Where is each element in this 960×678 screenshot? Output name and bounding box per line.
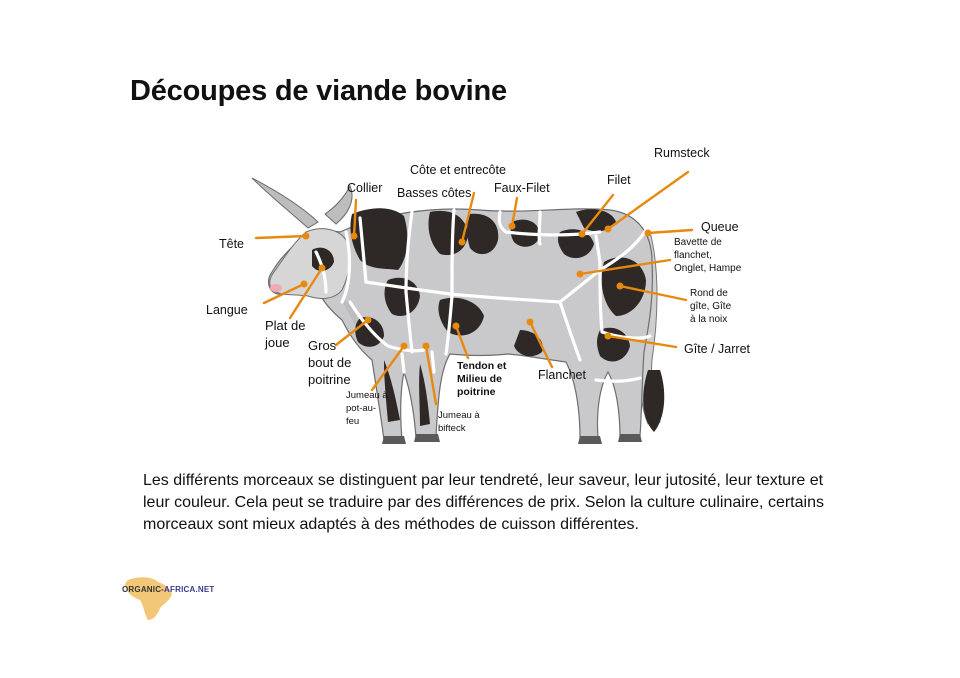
label-langue: Langue — [206, 303, 248, 317]
label-collier: Collier — [347, 181, 383, 195]
label-tendon-line2: Milieu de — [457, 373, 502, 385]
label-gite-jarret: Gîte / Jarret — [684, 342, 750, 356]
cow-illustration — [252, 178, 664, 444]
label-tendon-line3: poitrine — [457, 386, 496, 398]
label-bavette-line2: flanchet, — [674, 250, 712, 261]
label-faux-filet: Faux-Filet — [494, 181, 550, 195]
label-jumeau-pot-line2: pot-au- — [346, 403, 377, 414]
label-rumsteck: Rumsteck — [654, 146, 710, 160]
logo-wordmark — [122, 585, 215, 594]
label-bavette-line1: Bavette de — [674, 237, 722, 248]
label-rond-gite — [690, 287, 731, 326]
label-rond-gite-line3: à la noix — [690, 314, 728, 325]
label-tendon — [457, 360, 506, 399]
label-rond-gite-line1: Rond de — [690, 288, 728, 299]
label-plat-joue-line1: Plat de — [265, 318, 306, 333]
africa-logo-icon — [118, 574, 218, 622]
label-cote-entrecote: Côte et entrecôte — [410, 163, 506, 177]
label-filet: Filet — [607, 173, 631, 187]
label-jumeau-bifteck — [438, 409, 480, 435]
label-jumeau-pot-line1: Jumeau à — [346, 390, 388, 401]
description-text: Les différents morceaux se distinguent par leur tendreté, leur saveur, leur jutosité, leur texture et leur couleur. Cela peut se traduire par des différences de prix. Selon la culture culinaire, certains morceaux sont mieux adaptés à des méthodes de cuisson différentes. — [143, 472, 824, 533]
label-rond-gite-line2: gîte, Gîte — [690, 301, 732, 312]
label-gros-bout-line1: Gros — [308, 338, 337, 353]
logo-part-organic: ORGANIC- — [122, 585, 165, 594]
label-gros-bout — [308, 337, 351, 388]
label-gros-bout-line3: poitrine — [308, 372, 351, 387]
label-plat-joue-line2: joue — [265, 335, 290, 350]
logo-part-africa: AFRICA.NET — [164, 585, 215, 594]
label-gros-bout-line2: bout de — [308, 355, 352, 370]
label-bavette-line3: Onglet, Hampe — [674, 263, 742, 274]
label-queue: Queue — [701, 220, 739, 234]
page-title: Découpes de viande bovine — [130, 75, 507, 107]
label-jumeau-pot-line3: feu — [346, 416, 360, 427]
label-tete: Tête — [219, 237, 245, 251]
label-tendon-line1: Tendon et — [457, 360, 507, 372]
label-plat-joue — [265, 317, 305, 351]
label-jumeau-bifteck-line1: Jumeau à — [438, 410, 480, 421]
label-jumeau-pot — [346, 389, 388, 428]
label-bavette — [674, 236, 741, 275]
label-jumeau-bifteck-line2: bifteck — [438, 423, 466, 434]
label-basses-cotes: Basses côtes — [397, 186, 472, 200]
label-flanchet: Flanchet — [538, 368, 586, 382]
